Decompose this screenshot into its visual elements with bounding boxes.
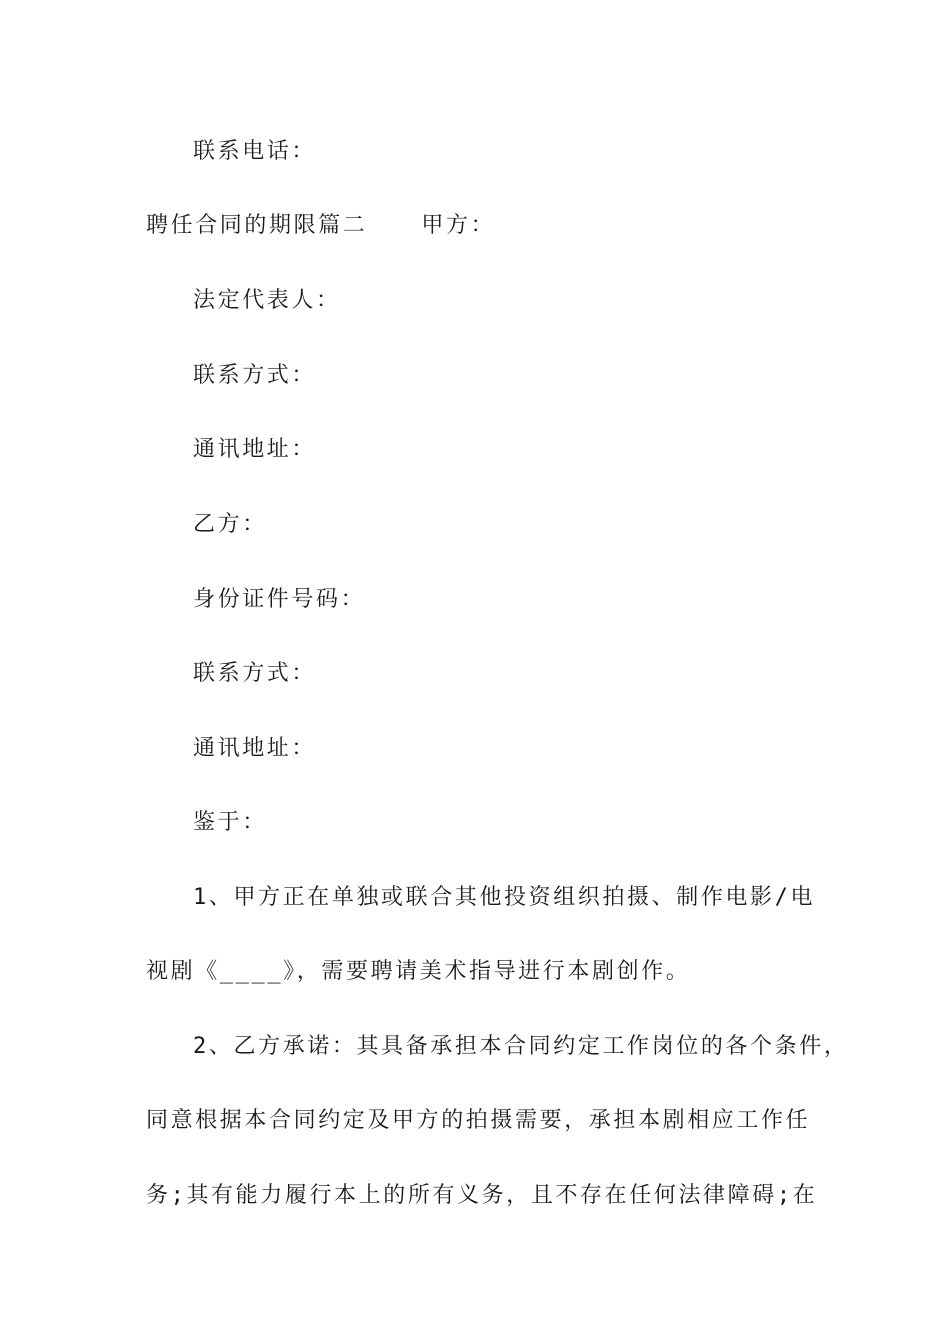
section-heading: 聘任合同的期限篇二: [146, 213, 368, 238]
legal-representative-label: 法定代表人：: [193, 288, 341, 313]
party-b-label: 乙方：: [193, 512, 267, 537]
clause-1-line-2: 视剧《____》，需要聘请美术指导进行本剧创作。: [146, 959, 691, 984]
whereas-label: 鉴于：: [193, 810, 267, 835]
party-b-contact-label: 联系方式：: [193, 661, 317, 686]
party-b-address-label: 通讯地址：: [193, 736, 317, 761]
clause-2-line-3: 务;其有能力履行本上的所有义务，且不存在任何法律障碍;在: [146, 1183, 818, 1208]
id-number-label: 身份证件号码：: [193, 587, 366, 612]
party-a-contact-label: 联系方式：: [193, 363, 317, 388]
clause-2-line-1: 2、乙方承诺：其具备承担本合同约定工作岗位的各个条件，: [193, 1034, 849, 1059]
contact-phone-label: 联系电话：: [193, 139, 317, 164]
clause-2-line-2: 同意根据本合同约定及甲方的拍摄需要，承担本剧相应工作任: [146, 1108, 811, 1133]
party-a-label: 甲方：: [421, 213, 496, 238]
section-heading-line: [146, 211, 495, 241]
clause-1-line-1: 1、甲方正在单独或联合其他投资组织拍摄、制作电影/电: [193, 885, 816, 910]
party-a-address-label: 通讯地址：: [193, 437, 317, 462]
